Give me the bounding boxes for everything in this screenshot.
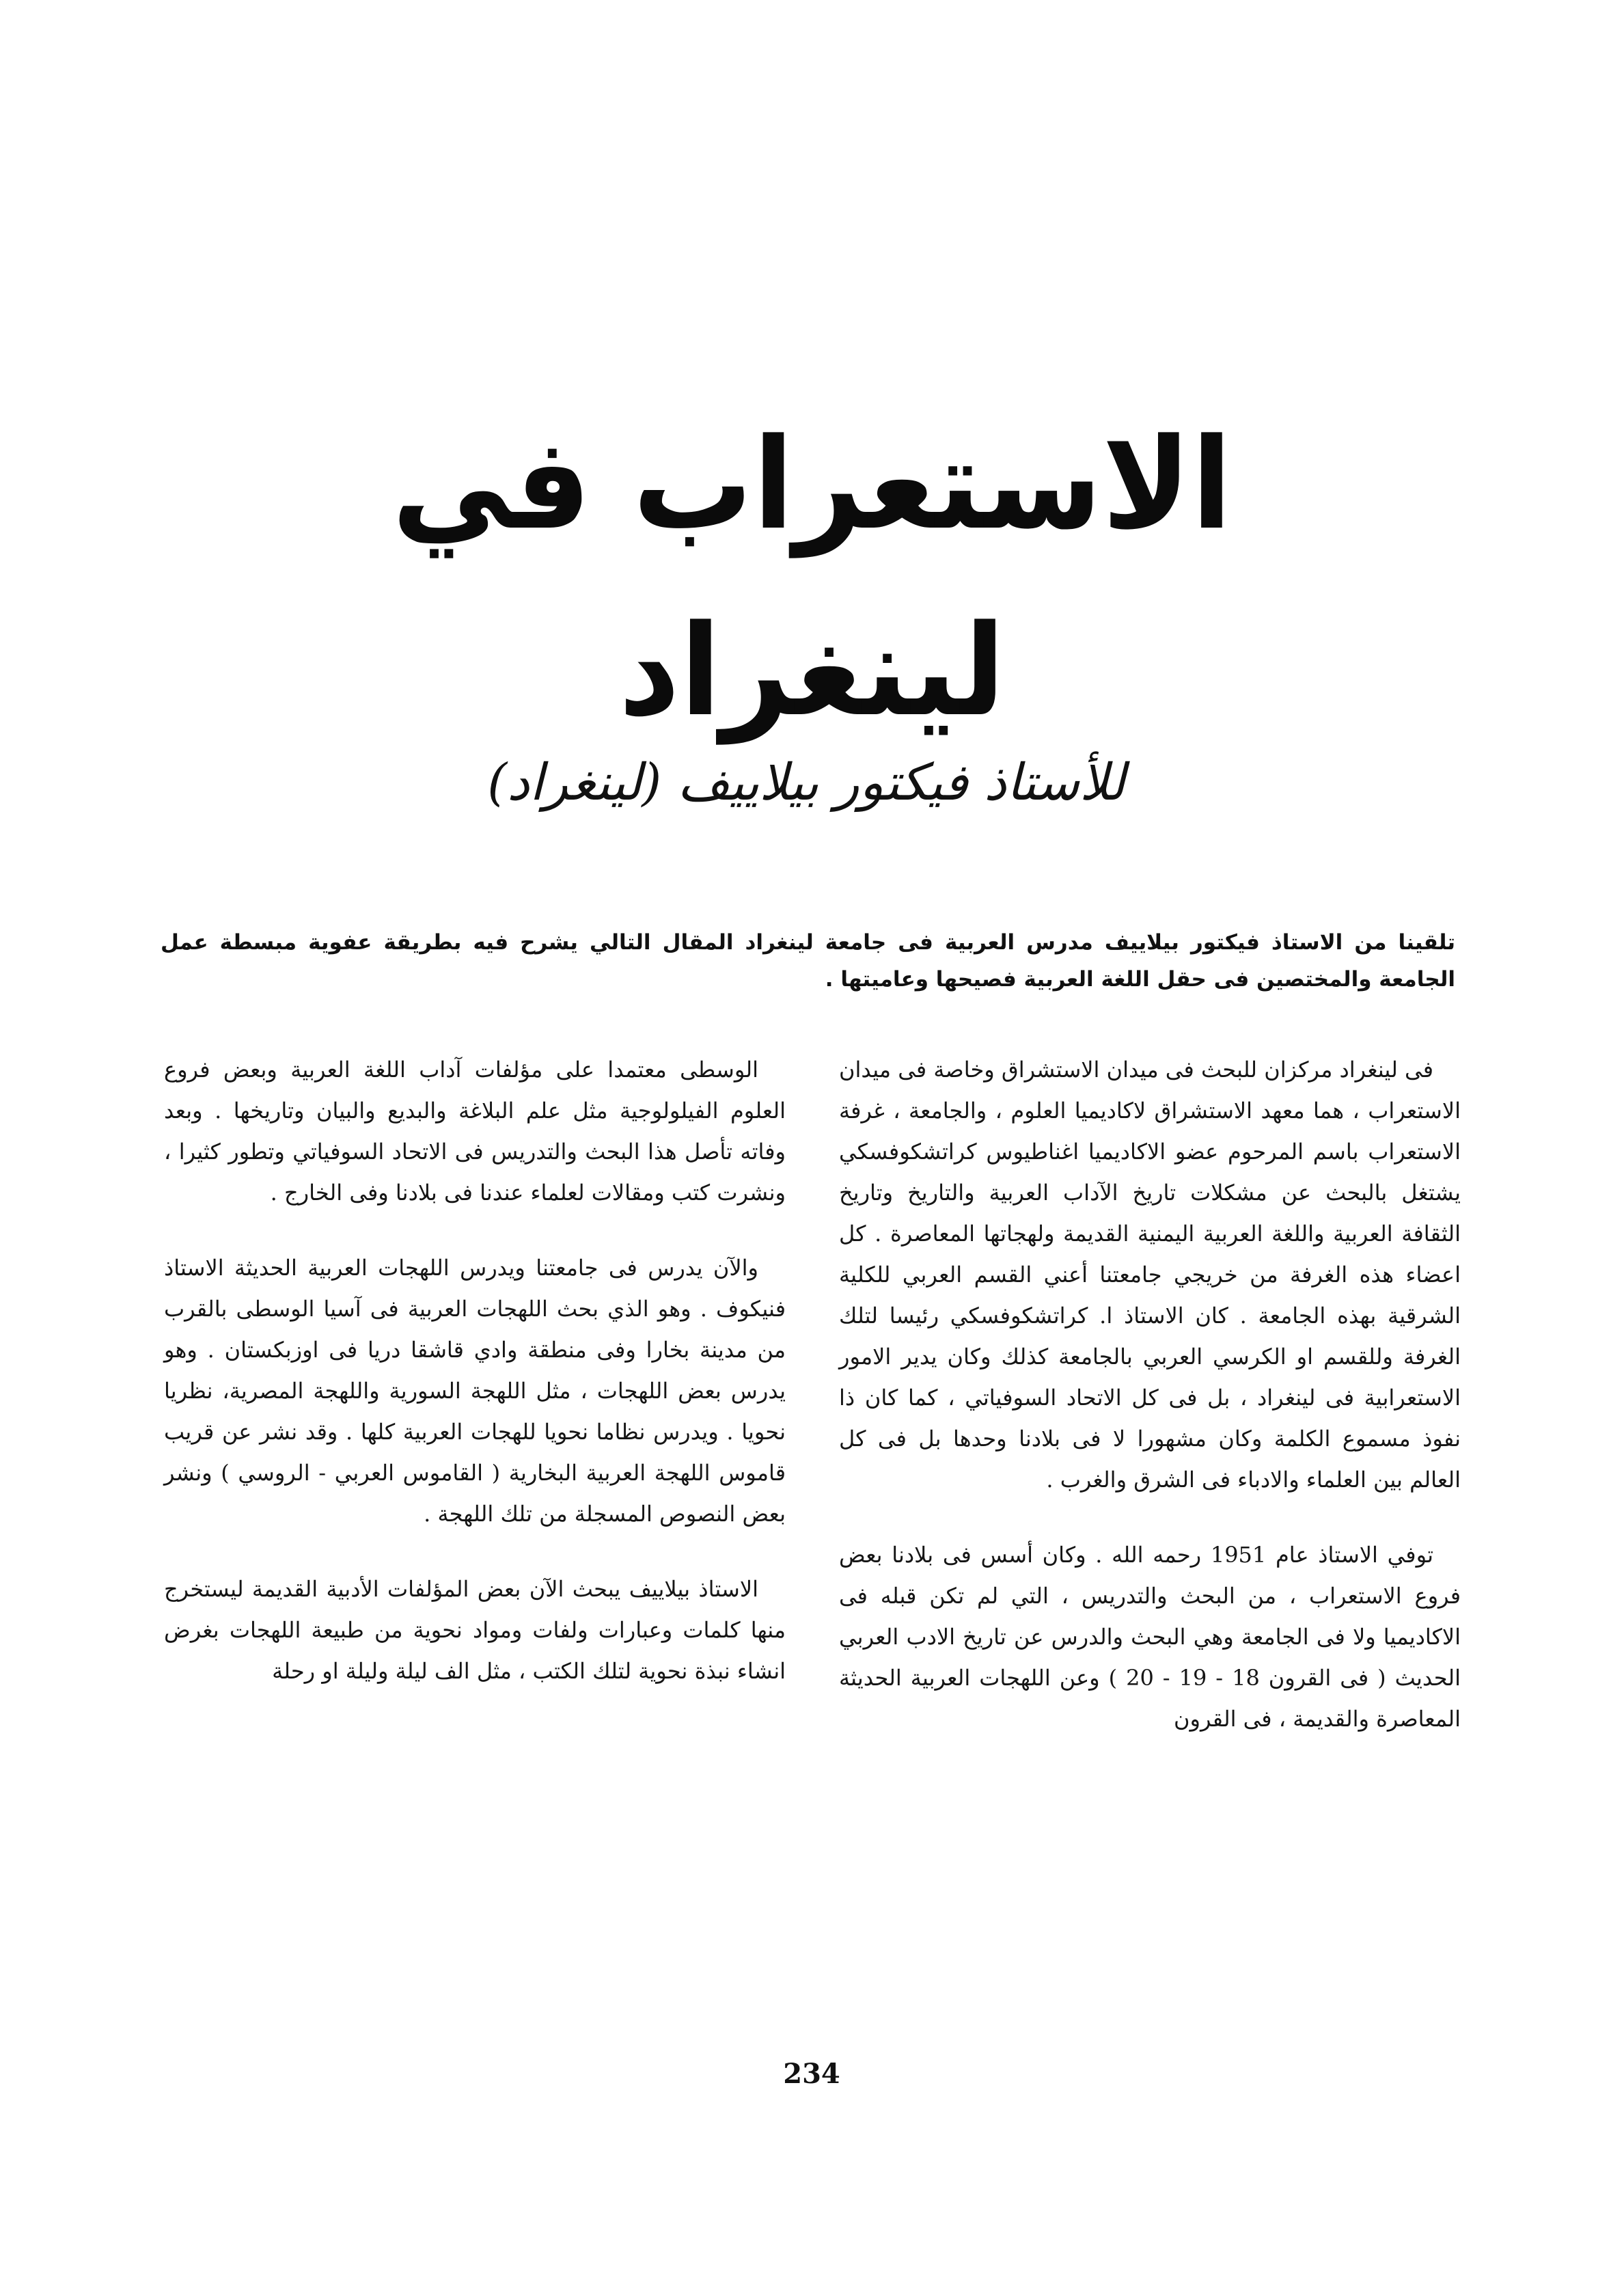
- right-column: [839, 1049, 1461, 1739]
- article-byline: للأستاذ فيكتور بيلاييف (لينغراد): [487, 753, 1125, 812]
- page-number: 234: [783, 2058, 840, 2090]
- paragraph: والآن يدرس فى جامعتنا ويدرس اللهجات العربية الحديثة الاستاذ فنيكوف . وهو الذي بحث اللهجات العربية فى آسيا الوسطى بالقرب من مدينة بخارا وفى منطقة وادي قاشقا دريا فى اوزبكستان . وهو يدرس بعض اللهجات ، مثل اللهجة السورية واللهجة المصرية، نظريا نحويا . ويدرس نظاما نحويا للهجات العربية كلها . وقد نشر عن قريب قاموس اللهجة العربية البخارية ( القاموس العربي - الروسي ) ونشر بعض النصوص المسجلة من تلك اللهجة .: [164, 1255, 786, 1527]
- paragraph: الاستاذ بيلاييف يبحث الآن بعض المؤلفات الأدبية القديمة ليستخرج منها كلمات وعبارات ولفات ومواد نحوية من طبيعة اللهجات بغرض انشاء نبذة نحوية لتلك الكتب ، مثل الف ليلة وليلة او رحلة: [164, 1576, 786, 1684]
- paragraph: فى لينغراد مركزان للبحث فى ميدان الاستشراق وخاصة فى ميدان الاستعراب ، هما معهد الاستشراق لاكاديميا العلوم ، والجامعة ، غرفة الاستعراب باسم المرحوم عضو الاكاديميا اغناطيوس كراتشكوفسكي يشتغل بالبحث عن مشكلات تاريخ الآداب العربية والتاريخ وتاريخ الثقافة العربية واللغة العربية اليمنية القديمة ولهجاتها المعاصرة . كل اعضاء هذه الغرفة من خريجي جامعتنا أعني القسم العربي للكلية الشرقية بهذه الجامعة . كان الاستاذ ا. كراتشكوفسكي رئيسا لتلك الغرفة وللقسم او الكرسي العربي بالجامعة كذلك وكان يدير الامور الاستعرابية فى لينغراد ، بل فى كل الاتحاد السوفياتي ، كما كان ذا نفوذ مسموع الكلمة وكان مشهورا لا فى بلادنا وحدها بل فى كل العالم بين العلماء والادباء فى الشرق والغرب .: [839, 1057, 1461, 1493]
- article-intro: تلقينا من الاستاذ فيكتور بيلاييف مدرس العربية فى جامعة لينغراد المقال التالي يشرح فيه بطريقة عفوية مبسطة عمل الجامعة والمختصين فى حقل اللغة العربية فصيحها وعاميتها .: [161, 930, 1455, 992]
- paragraph: الوسطى معتمدا على مؤلفات آداب اللغة العربية وبعض فروع العلوم الفيلولوجية مثل علم البلاغة والبديع والبيان وتاريخها . وبعد وفاته تأصل هذا البحث والتدريس فى الاتحاد السوفياتي وتطور كثيرا ، ونشرت كتب ومقالات لعلماء عندنا فى بلادنا وفى الخارج .: [164, 1057, 786, 1206]
- article-title: الاستعراب في لينغراد: [391, 411, 1233, 745]
- paragraph: توفي الاستاذ عام 1951 رحمه الله . وكان أسس فى بلادنا بعض فروع الاستعراب ، من البحث والتدريس ، التي لم تكن قبله فى الاكاديميا ولا فى الجامعة وهي البحث والدرس عن تاريخ الادب العربي الحديث ( فى القرون 18 - 19 - 20 ) وعن اللهجات العربية الحديثة المعاصرة والقديمة ، فى القرون: [839, 1542, 1461, 1732]
- left-column: [164, 1049, 786, 1691]
